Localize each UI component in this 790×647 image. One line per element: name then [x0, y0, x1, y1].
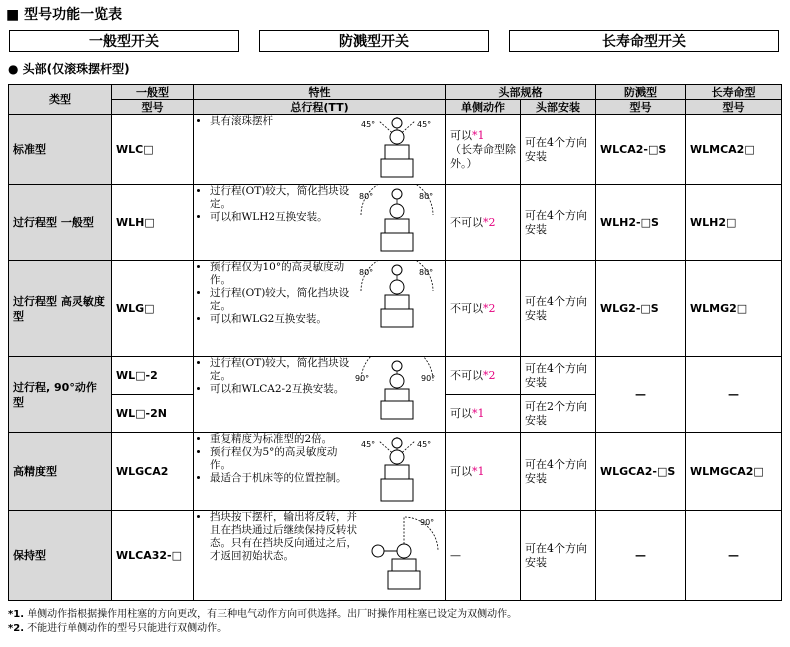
angle-right-label: 90°	[420, 518, 435, 527]
angle-left-label: 45°	[361, 120, 376, 129]
model-cell: WLCA32-□	[112, 511, 194, 601]
angle-right-label: 45°	[417, 440, 432, 449]
type-cell: 标准型	[9, 115, 112, 185]
lever-diagram-icon	[353, 357, 441, 421]
longlife-model-cell: WLMG2□	[686, 261, 782, 357]
single-action-cell	[446, 433, 521, 511]
type-cell: 过行程型 一般型	[9, 185, 112, 261]
header-single-action: 单侧动作	[446, 100, 521, 115]
model-cell: WLG□	[112, 261, 194, 357]
splash-model-cell: WLH2-□S	[596, 185, 686, 261]
lever-diagram-icon	[353, 115, 441, 179]
model-cell: WL□-2N	[112, 395, 194, 433]
model-cell: WLGCA2	[112, 433, 194, 511]
single-action-cell	[446, 185, 521, 261]
header-type: 类型	[9, 85, 112, 115]
feature-cell	[194, 433, 446, 511]
longlife-model-cell: —	[686, 357, 782, 433]
feature-item: • 过行程(OT)较大，简化挡块设定。	[210, 357, 353, 383]
feature-item: • 重复精度为标准型的2倍。	[210, 433, 353, 446]
model-function-table	[8, 84, 782, 601]
footnote-text: 不能进行单侧动作的型号只能进行双侧动作。	[27, 623, 228, 634]
lever-diagram-icon	[353, 185, 441, 253]
header-head-spec: 头部规格	[446, 85, 596, 100]
footnote-ref: *1	[472, 406, 485, 420]
type-cell: 过行程型 高灵敏度型	[9, 261, 112, 357]
single-action-text: 可以	[450, 406, 472, 420]
head-mount-cell: 可在4个方向安装	[521, 261, 596, 357]
angle-right-label: 45°	[417, 120, 432, 129]
footnote-ref: *2	[483, 301, 496, 315]
table-row	[9, 357, 782, 395]
head-mount-cell: 可在4个方向安装	[521, 185, 596, 261]
lever-diagram-icon	[360, 511, 448, 591]
feature-cell	[194, 115, 446, 185]
single-action-extra: （长寿命型除外。）	[450, 142, 516, 170]
feature-cell	[194, 261, 446, 357]
head-mount-cell: 可在4个方向安装	[521, 357, 596, 395]
table-row	[9, 185, 782, 261]
footnote-ref: *1	[472, 464, 485, 478]
splash-model-cell: WLG2-□S	[596, 261, 686, 357]
feature-item: • 过行程(OT)较大，简化挡块设定。	[210, 185, 353, 211]
category-splash: 防溅型开关	[259, 30, 489, 52]
single-action-cell	[446, 261, 521, 357]
footnotes	[8, 608, 517, 636]
angle-right-label: 80°	[419, 268, 434, 277]
longlife-model-cell: —	[686, 511, 782, 601]
single-action-cell	[446, 395, 521, 433]
header-longlife-model: 型号	[686, 100, 782, 115]
single-action-cell	[446, 357, 521, 395]
feature-item: • 预行程仅为10°的高灵敏度动作。	[210, 261, 353, 287]
angle-left-label: 80°	[359, 268, 374, 277]
section-title: ● 头部(仅滚珠摆杆型)	[8, 62, 130, 76]
angle-left-label: 45°	[361, 440, 376, 449]
head-mount-cell: 可在4个方向安装	[521, 115, 596, 185]
header-general: 一般型	[112, 85, 194, 100]
category-longlife: 长寿命型开关	[509, 30, 779, 52]
feature-item: • 挡块按下摆杆，输出将反转，并且在挡块通过后继续保持反转状态。只有在挡块反向通过之后，才返回初始状态。	[210, 511, 360, 563]
header-feature: 特性	[194, 85, 446, 100]
feature-cell	[194, 357, 446, 433]
single-action-cell	[446, 115, 521, 185]
angle-right-label: 90°	[421, 374, 436, 383]
single-action-text: 不可以	[450, 215, 483, 229]
lever-diagram-icon	[353, 261, 441, 331]
table-row	[9, 261, 782, 357]
header-longlife: 长寿命型	[686, 85, 782, 100]
single-action-text: 可以	[450, 128, 472, 142]
table-row	[9, 511, 782, 601]
model-cell: WL□-2	[112, 357, 194, 395]
longlife-model-cell: WLMCA2□	[686, 115, 782, 185]
splash-model-cell: —	[596, 357, 686, 433]
header-head-mount: 头部安装	[521, 100, 596, 115]
header-feature-sub: 总行程(TT)	[194, 100, 446, 115]
category-general: 一般型开关	[9, 30, 239, 52]
feature-item: • 具有滚珠摆杆	[210, 115, 273, 128]
head-mount-cell: 可在4个方向安装	[521, 511, 596, 601]
single-action-text: 不可以	[450, 301, 483, 315]
header-general-model: 型号	[112, 100, 194, 115]
feature-item: • 最适合于机床等的位置控制。	[210, 472, 353, 485]
feature-item: • 可以和WLH2互换安装。	[210, 211, 353, 224]
head-mount-cell: 可在2个方向安装	[521, 395, 596, 433]
head-mount-cell: 可在4个方向安装	[521, 433, 596, 511]
feature-item: • 可以和WLG2互换安装。	[210, 313, 353, 326]
feature-item: • 预行程仅为5°的高灵敏度动作。	[210, 446, 353, 472]
feature-item: • 可以和WLCA2-2互换安装。	[210, 383, 353, 396]
footnote-mark: *2.	[8, 623, 24, 634]
feature-item: • 过行程(OT)较大，简化挡块设定。	[210, 287, 353, 313]
angle-left-label: 90°	[355, 374, 370, 383]
page-title: ■ 型号功能一览表	[6, 7, 123, 23]
header-splash-model: 型号	[596, 100, 686, 115]
footnote-ref: *1	[472, 128, 485, 142]
angle-left-label: 80°	[359, 192, 374, 201]
type-cell: 保持型	[9, 511, 112, 601]
feature-cell	[194, 185, 446, 261]
splash-model-cell: WLGCA2-□S	[596, 433, 686, 511]
single-action-text: 不可以	[450, 368, 483, 382]
longlife-model-cell: WLH2□	[686, 185, 782, 261]
table-row	[9, 433, 782, 511]
model-cell: WLH□	[112, 185, 194, 261]
single-action-text: 可以	[450, 464, 472, 478]
lever-diagram-icon	[353, 433, 441, 505]
header-splash: 防溅型	[596, 85, 686, 100]
splash-model-cell: —	[596, 511, 686, 601]
longlife-model-cell: WLMGCA2□	[686, 433, 782, 511]
single-action-cell: —	[446, 511, 521, 601]
table-row	[9, 115, 782, 185]
footnote-text: 单侧动作指根据操作用柱塞的方向更改，有三种电气动作方向可供选择。出厂时操作用柱塞已设定为双侧动作。	[27, 609, 518, 620]
footnote-1	[8, 608, 517, 622]
footnote-2	[8, 622, 517, 636]
footnote-ref: *2	[483, 368, 496, 382]
type-cell: 高精度型	[9, 433, 112, 511]
type-cell: 过行程, 90°动作型	[9, 357, 112, 433]
model-cell: WLC□	[112, 115, 194, 185]
footnote-mark: *1.	[8, 609, 24, 620]
angle-right-label: 80°	[419, 192, 434, 201]
footnote-ref: *2	[483, 215, 496, 229]
splash-model-cell: WLCA2-□S	[596, 115, 686, 185]
feature-cell	[194, 511, 446, 601]
